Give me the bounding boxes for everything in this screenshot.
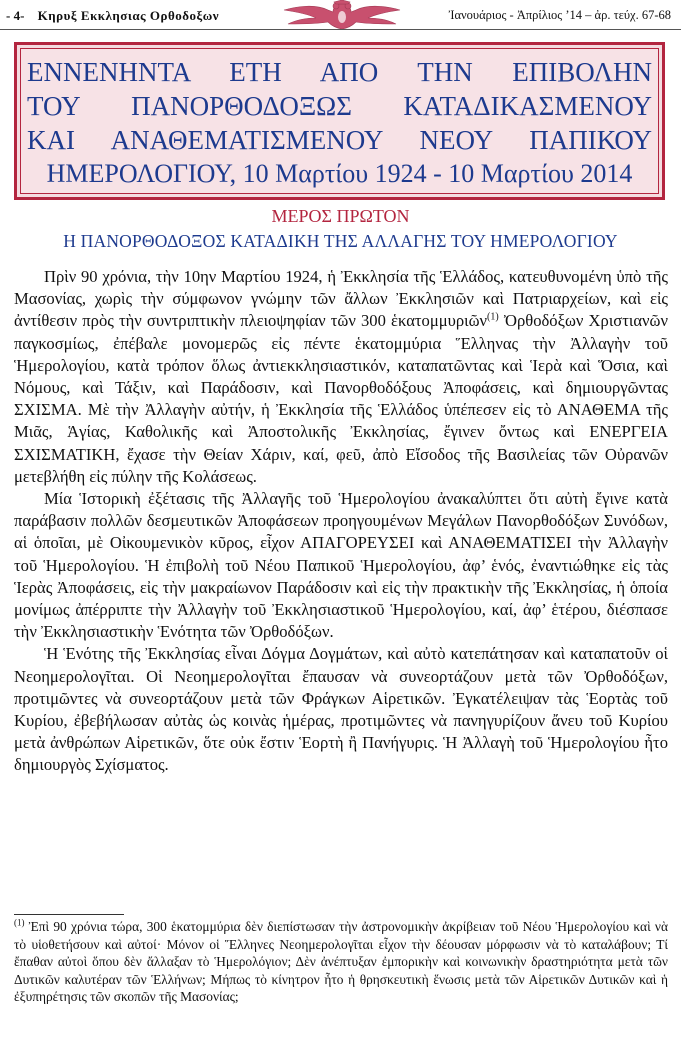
double-headed-eagle-emblem [276,0,408,30]
part-label: ΜΕΡΟΣ ΠΡΩΤΟΝ [271,206,410,226]
footnote-divider [14,914,124,915]
footnote-reference: (1) [487,311,499,323]
paragraph-1-text-a: Πρὶν 90 χρόνια, τὴν 10ην Μαρτίου 1924, ἡ Ἐκκλησία τῆς Ἑλλάδος, κατευθυνομένη ὑπὸ τῆς Μασονίας, χωρὶς τὴν σύμφωνον γνώμην τῶν ἄλλων Ἐκκλησιῶν καὶ Πατριαρχείων, καὶ εἰς ἀντίθεσιν πρὸς τὴν συντριπτικὴν πλειοψηφίαν τῶν 300 ἑκατομμυριῶν [14,267,668,331]
paragraph-2: Μία Ἱστορικὴ ἐξέτασις τῆς Ἀλλαγῆς τοῦ Ἡμερολογίου ἀνακαλύπτει ὅτι αὐτὴ ἔγινε κατὰ παράβασιν πολλῶν δεσμευτικῶν Ἀποφάσεων προηγουμένων Μεγάλων Πανορθοδόξων Συνόδων, αἱ ὁποῖαι, μὲ Οἰκουμενικὸν κῦρος, εἶχον ΑΠΑΓΟΡΕΥΣΕΙ καὶ ΑΝΑΘΕΜΑΤΙΣΕΙ τὴν Ἀλλαγὴν τοῦ Ἡμερολογίου. Ἡ ἐπιβολὴ τοῦ Νέου Παπικοῦ Ἡμερολογίου, ἀφ’ ἑνός, ἐναντιώθηκε εἰς τὰς Ἱερὰς Ἀποφάσεις, εἰς τὴν μακραίωνον Παράδοσιν καὶ εἰς τὴν πρακτικὴν τῆς Ἐκκλησίας, ἡ ὁποία μονίμως ἀπέρριπτε τὴν Ἀλλαγὴν τοῦ Ἐκκλησιαστικοῦ Ἡμερολογίου, καί, ἀφ’ ἑτέρου, διέσπασε τὴν Ἐκκλησιαστικὴν Ἑνότητα τῶν Ὀρθοδόξων. [14,489,668,642]
title-line-4: ΗΜΕΡΟΛΟΓΙΟΥ, 10 Μαρτίου 1924 - 10 Μαρτίου 2014 [46,159,633,188]
paragraph-3: Ἡ Ἑνότης τῆς Ἐκκλησίας εἶναι Δόγμα Δογμάτων, καὶ αὐτὸ κατεπάτησαν καὶ καταπατοῦν οἱ Νεοημερολογῖται. Οἱ Νεοημερολογῖται ἔπαυσαν νὰ συνεορτάζουν μετὰ τῶν Ὀρθοδόξων, προτιμῶντες νὰ συνεορτάζουν μετὰ τῶν Φράγκων Αἱρετικῶν. Ἐγκατέλειψαν τὰς Ἑορτὰς τοῦ Κυρίου, ἐβεβήλωσαν αὐτὰς ὡς κοινὰς ἡμέρας, προτιμῶντες νὰ πανηγυρίζουν ἄνευ τοῦ Κυρίου μετὰ ἀνθρώπων Αἱρετικῶν, ὅτε οὐκ ἔστιν Ἑορτὴ ἢ Πανήγυρις. Ἡ Ἀλλαγὴ τοῦ Ἡμερολογίου ἦτο δημιουργὸς Σχίσματος. [14,644,668,775]
footnote-marker: (1) [14,917,25,928]
footnote [14,918,668,1006]
title-line-3: ΚΑΙ ΑΝΑΘΕΜΑΤΙΣΜΕΝΟΥ ΝΕΟΥ ΠΑΠΙΚΟΥ [27,125,652,155]
article-subtitle: Η ΠΑΝΟΡΘΟΔΟΞΟΣ ΚΑΤΑΔΙΚΗ ΤΗΣ ΑΛΛΑΓΗΣ ΤΟΥ ΗΜΕΡΟΛΟΓΙΟΥ [63,231,618,251]
title-line-2: ΤΟΥ ΠΑΝΟΡΘΟΔΟΞΩΣ ΚΑΤΑΔΙΚΑΣΜΕΝΟΥ [27,91,652,121]
title-line-1: ΕΝΝΕΝΗΝΤΑ ΕΤΗ ΑΠΟ ΤΗΝ ΕΠΙΒΟΛΗΝ [27,57,652,87]
running-header [0,0,681,30]
footnote-text: Ἐπὶ 90 χρόνια τώρα, 300 ἑκατομμύρια δὲν διεπίστωσαν τὴν ἀστρονομικὴν ἀκρίβειαν τοῦ Νέου Ἡμερολογίου καὶ νὰ τὸ υἱοθετήσουν καὶ αὐτοί· Μόνον οἱ Ἕλληνες Νεοημερολογῖται εἶχον τὴν δέουσαν μόρφωσιν νὰ τὸ καταλάβουν; Τί ἔπαθαν αὐτοὶ ὅπου δὲν ἄλλαξαν τὸ Ἡμερολόγιον; Δὲν ἀνέπτυξαν ἐμπορικὴν καὶ κοινωνικὴν δραστηριότητα μετὰ τῶν Δυτικῶν καλυτέραν τῶν Ἑλλήνων; Μήπως τὸ κίνητρον ἦτο ἡ θρησκευτικὴ ἕνωσις μετὰ τῶν Αἱρετικῶν Δυτικῶν καὶ ἡ ἐξυπηρέτησις τῶν σκοπῶν τῆς Μασονίας; [14,919,668,1005]
title-frame [14,42,665,200]
article-body [14,266,668,777]
masthead-title: Κηρυξ Εκκλησιας Ορθοδοξων [37,8,220,23]
paragraph-1-text-b: Ὀρθοδόξων Χριστιανῶν παγκοσμίως, ἐπέβαλε μονομερῶς εἰς πέντε ἑκατομμύρια Ἕλληνας τὴν Ἀλλαγὴν τοῦ Ἡμερολογίου, κατὰ τρόπον ὅλως ἀντιεκκλησιαστικόν, καταπατῶντας καὶ Ἱερὰ καὶ Ὅσια, καὶ Νόμους, καὶ Τάξιν, καὶ Παράδοσιν, καὶ Πανορθοδόξους Ἀποφάσεις, καὶ δημιουργῶντας ΣΧΙΣΜΑ. Μὲ τὴν Ἀλλαγὴν αὐτήν, ἡ Ἐκκλησία τῆς Ἑλλάδος ὑπέπεσεν εἰς τὸ ΑΝΑΘΕΜΑ τῆς Μιᾶς, Ἁγίας, Καθολικῆς καὶ Ἀποστολικῆς Ἐκκλησίας, ἔγινεν ὄντως καὶ ΕΝΕΡΓΕΙΑ ΣΧΙΣΜΑΤΙΚΗ, ἔχασε τὴν Θείαν Χάριν, καί, φεῦ, ἀπὸ Εἴσοδος τῆς Βασιλείας τῶν Οὐρανῶν μετεβλήθη εἰς πύλην τῆς Κολάσεως. [14,311,668,486]
header-divider [0,29,681,30]
paragraph-1 [14,266,668,488]
header-left [6,8,219,24]
page-number: - 4- [6,8,25,23]
issue-info: Ἰανουάριος - Ἀπρίλιος ’14 – ἀρ. τεύχ. 67-68 [448,8,671,22]
